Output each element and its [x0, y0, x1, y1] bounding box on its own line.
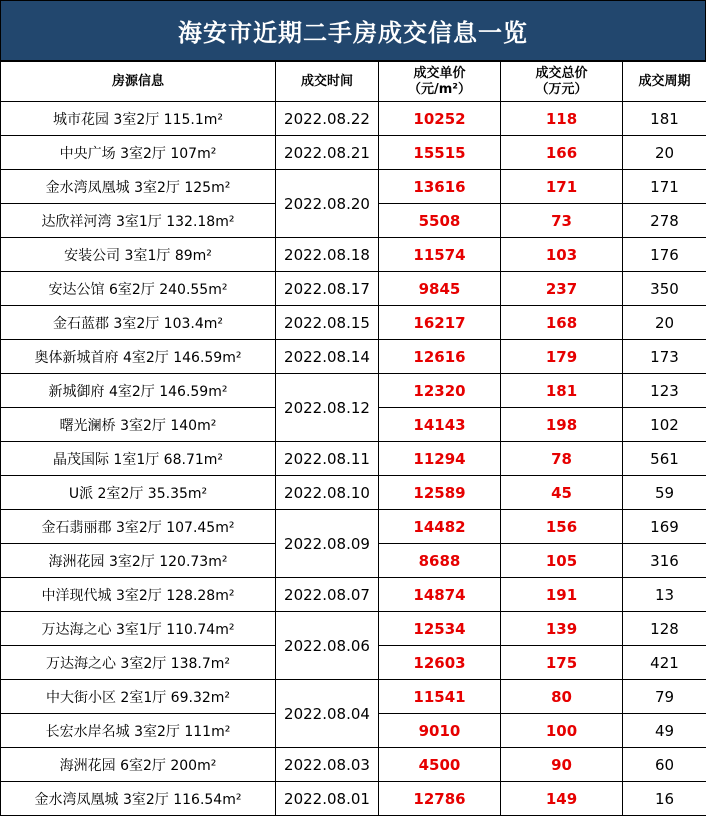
period-cell: 316 [623, 544, 706, 578]
table-body [1, 102, 706, 816]
unit-price-cell: 12616 [379, 340, 501, 374]
listing-cell: 新城御府 4室2厅 146.59m² [1, 374, 276, 408]
total-price-cell: 156 [501, 510, 623, 544]
unit-price-cell: 12603 [379, 646, 501, 680]
listing-cell: 中洋现代城 3室2厅 128.28m² [1, 578, 276, 612]
period-cell: 20 [623, 136, 706, 170]
total-price-cell: 105 [501, 544, 623, 578]
period-cell: 181 [623, 102, 706, 136]
header-unit-price-line2: （元/m²） [379, 82, 500, 98]
period-cell: 561 [623, 442, 706, 476]
listing-cell: U派 2室2厅 35.35m² [1, 476, 276, 510]
listing-cell: 晶茂国际 1室1厅 68.71m² [1, 442, 276, 476]
date-cell: 2022.08.01 [276, 782, 379, 816]
date-cell: 2022.08.10 [276, 476, 379, 510]
listing-cell: 万达海之心 3室2厅 138.7m² [1, 646, 276, 680]
listing-cell: 达欣祥河湾 3室1厅 132.18m² [1, 204, 276, 238]
header-row [1, 62, 706, 102]
total-price-cell: 166 [501, 136, 623, 170]
unit-price-cell: 12589 [379, 476, 501, 510]
table-row [1, 306, 706, 340]
table-row [1, 782, 706, 816]
unit-price-cell: 12534 [379, 612, 501, 646]
unit-price-cell: 12786 [379, 782, 501, 816]
unit-price-cell: 8688 [379, 544, 501, 578]
date-cell: 2022.08.11 [276, 442, 379, 476]
listing-cell: 金水湾凤凰城 3室2厅 116.54m² [1, 782, 276, 816]
date-cell: 2022.08.12 [276, 374, 379, 442]
unit-price-cell: 13616 [379, 170, 501, 204]
date-cell: 2022.08.17 [276, 272, 379, 306]
total-price-cell: 73 [501, 204, 623, 238]
unit-price-cell: 11574 [379, 238, 501, 272]
header-period: 成交周期 [623, 62, 706, 102]
table-row [1, 374, 706, 408]
period-cell: 128 [623, 612, 706, 646]
total-price-cell: 237 [501, 272, 623, 306]
period-cell: 123 [623, 374, 706, 408]
unit-price-cell: 12320 [379, 374, 501, 408]
period-cell: 176 [623, 238, 706, 272]
table-row [1, 238, 706, 272]
listing-cell: 城市花园 3室2厅 115.1m² [1, 102, 276, 136]
table-row [1, 102, 706, 136]
period-cell: 350 [623, 272, 706, 306]
date-cell: 2022.08.09 [276, 510, 379, 578]
total-price-cell: 45 [501, 476, 623, 510]
unit-price-cell: 14874 [379, 578, 501, 612]
listing-cell: 安达公馆 6室2厅 240.55m² [1, 272, 276, 306]
total-price-cell: 80 [501, 680, 623, 714]
period-cell: 421 [623, 646, 706, 680]
total-price-cell: 175 [501, 646, 623, 680]
date-cell: 2022.08.07 [276, 578, 379, 612]
date-cell: 2022.08.21 [276, 136, 379, 170]
listing-cell: 金石翡丽郡 3室2厅 107.45m² [1, 510, 276, 544]
period-cell: 278 [623, 204, 706, 238]
unit-price-cell: 14143 [379, 408, 501, 442]
table-row [1, 578, 706, 612]
date-cell: 2022.08.06 [276, 612, 379, 680]
unit-price-cell: 11294 [379, 442, 501, 476]
header-unit-price-line1: 成交单价 [379, 66, 500, 82]
unit-price-cell: 11541 [379, 680, 501, 714]
total-price-cell: 191 [501, 578, 623, 612]
unit-price-cell: 4500 [379, 748, 501, 782]
period-cell: 60 [623, 748, 706, 782]
total-price-cell: 181 [501, 374, 623, 408]
table-row [1, 272, 706, 306]
total-price-cell: 179 [501, 340, 623, 374]
period-cell: 79 [623, 680, 706, 714]
header-unit-price [379, 62, 501, 102]
table-row [1, 340, 706, 374]
listing-cell: 中央广场 3室2厅 107m² [1, 136, 276, 170]
total-price-cell: 78 [501, 442, 623, 476]
unit-price-cell: 16217 [379, 306, 501, 340]
period-cell: 173 [623, 340, 706, 374]
header-date: 成交时间 [276, 62, 379, 102]
table-row [1, 510, 706, 544]
unit-price-cell: 14482 [379, 510, 501, 544]
header-total-price-line2: （万元） [501, 82, 622, 98]
transactions-table [0, 61, 706, 816]
unit-price-cell: 5508 [379, 204, 501, 238]
header-listing: 房源信息 [1, 62, 276, 102]
listing-cell: 金石蓝郡 3室2厅 103.4m² [1, 306, 276, 340]
table-row [1, 680, 706, 714]
period-cell: 102 [623, 408, 706, 442]
total-price-cell: 149 [501, 782, 623, 816]
total-price-cell: 103 [501, 238, 623, 272]
unit-price-cell: 9845 [379, 272, 501, 306]
listing-cell: 中大街小区 2室1厅 69.32m² [1, 680, 276, 714]
total-price-cell: 198 [501, 408, 623, 442]
date-cell: 2022.08.03 [276, 748, 379, 782]
date-cell: 2022.08.14 [276, 340, 379, 374]
period-cell: 20 [623, 306, 706, 340]
period-cell: 171 [623, 170, 706, 204]
listing-cell: 安装公司 3室1厅 89m² [1, 238, 276, 272]
header-total-price-line1: 成交总价 [501, 66, 622, 82]
period-cell: 169 [623, 510, 706, 544]
listing-cell: 海洲花园 3室2厅 120.73m² [1, 544, 276, 578]
table-row [1, 612, 706, 646]
sheet-title: 海安市近期二手房成交信息一览 [0, 0, 706, 61]
date-cell: 2022.08.04 [276, 680, 379, 748]
date-cell: 2022.08.18 [276, 238, 379, 272]
unit-price-cell: 15515 [379, 136, 501, 170]
listing-cell: 海洲花园 6室2厅 200m² [1, 748, 276, 782]
unit-price-cell: 9010 [379, 714, 501, 748]
table-row [1, 476, 706, 510]
date-cell: 2022.08.15 [276, 306, 379, 340]
date-cell: 2022.08.20 [276, 170, 379, 238]
table-row [1, 136, 706, 170]
listing-cell: 长宏水岸名城 3室2厅 111m² [1, 714, 276, 748]
listing-cell: 万达海之心 3室1厅 110.74m² [1, 612, 276, 646]
unit-price-cell: 10252 [379, 102, 501, 136]
total-price-cell: 90 [501, 748, 623, 782]
listing-cell: 奥体新城首府 4室2厅 146.59m² [1, 340, 276, 374]
listing-cell: 曙光澜桥 3室2厅 140m² [1, 408, 276, 442]
table-row [1, 170, 706, 204]
total-price-cell: 168 [501, 306, 623, 340]
period-cell: 49 [623, 714, 706, 748]
period-cell: 16 [623, 782, 706, 816]
total-price-cell: 100 [501, 714, 623, 748]
table-row [1, 748, 706, 782]
total-price-cell: 139 [501, 612, 623, 646]
listing-cell: 金水湾凤凰城 3室2厅 125m² [1, 170, 276, 204]
table-row [1, 442, 706, 476]
total-price-cell: 118 [501, 102, 623, 136]
header-total-price [501, 62, 623, 102]
period-cell: 59 [623, 476, 706, 510]
period-cell: 13 [623, 578, 706, 612]
date-cell: 2022.08.22 [276, 102, 379, 136]
total-price-cell: 171 [501, 170, 623, 204]
